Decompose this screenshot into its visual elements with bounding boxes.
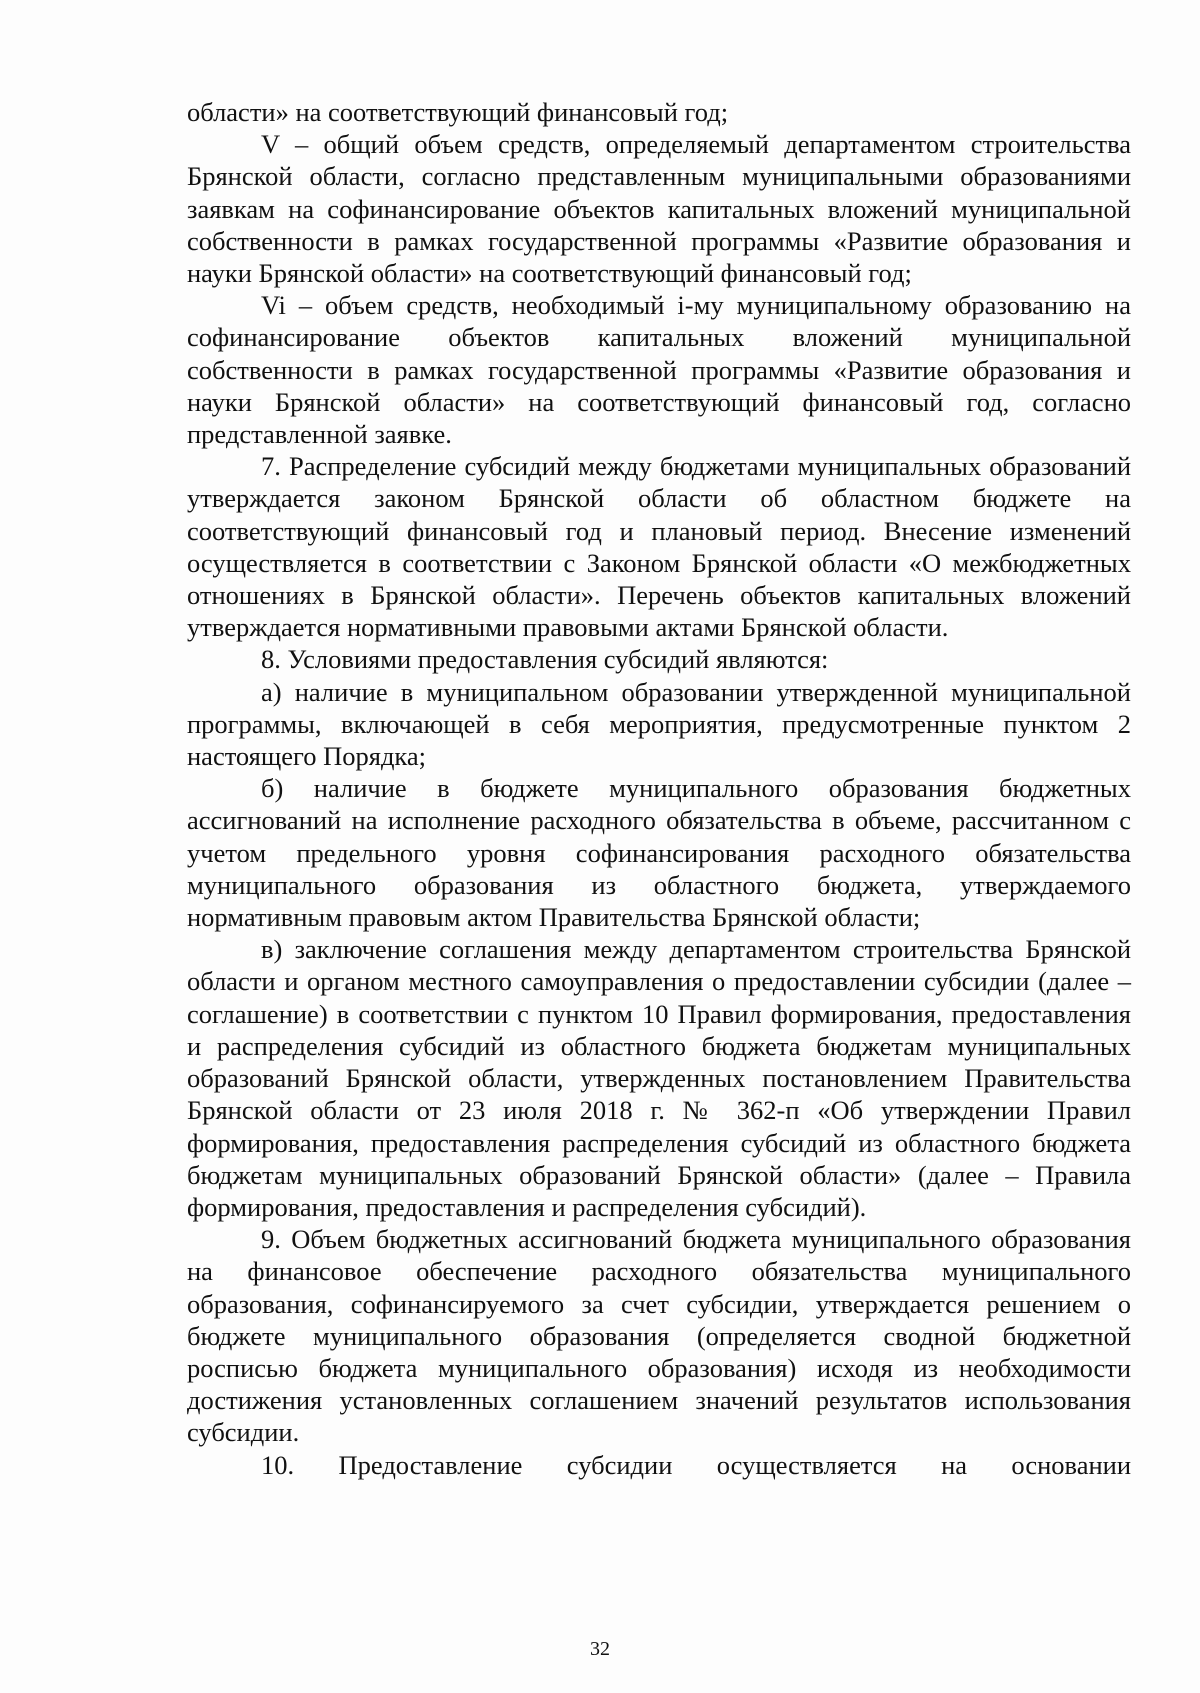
- paragraph-8v: в) заключение соглашения между департаментом строительства Брянской области и органом местного самоуправления о предоставлении субсидии (далее – соглашение) в соответствии с пунктом 10 Правил формирования, предоставления и распределения субсидий из областного бюджета бюджетам муниципальных образований Брянской области, утвержденных постановлением Правительства Брянской области от 23 июля 2018 г. № 362-п «Об утверждении Правил формирования, предоставления распределения субсидий из областного бюджета бюджетам муниципальных образований Брянской области» (далее – Правила формирования, предоставления и распределения субсидий).: [187, 934, 1131, 1222]
- paragraph-8a: а) наличие в муниципальном образовании утвержденной муниципальной программы, включающей в себя мероприятия, предусмотренные пунктом 2 настоящего Порядка;: [187, 676, 1131, 772]
- paragraph-continuation: области» на соответствующий финансовый год;: [187, 97, 729, 127]
- paragraph-8: 8. Условиями предоставления субсидий являются:: [261, 644, 829, 675]
- paragraph-7: 7. Распределение субсидий между бюджетами муниципальных образований утверждается законом Брянской области об областном бюджете на соответствующий финансовый год и плановый период. Внесение изменений осуществляется в соответствии с Законом Брянской области «О межбюджетных отношениях в Брянской области». Перечень объектов капитальных вложений утверждается нормативными правовыми актами Брянской области.: [187, 451, 1131, 643]
- paragraph-9: 9. Объем бюджетных ассигнований бюджета муниципального образования на финансовое обеспечение расходного обязательства муниципального образования, софинансируемого за счет субсидии, утверждается решением о бюджете муниципального образования (определяется сводной бюджетной росписью бюджета муниципального образования) исходя из необходимости достижения установленных соглашением значений результатов использования субсидии.: [187, 1224, 1131, 1448]
- paragraph-v-definition: V – общий объем средств, определяемый департаментом строительства Брянской области, согласно представленным муниципальными образованиями заявкам на софинансирование объектов капитальных вложений муниципальной собственности в рамках государственной программы «Развитие образования и науки Брянской области» на соответствующий финансовый год;: [187, 129, 1131, 289]
- paragraph-vi-definition: Vi – объем средств, необходимый i-му муниципальному образованию на софинансирование объектов капитальных вложений муниципальной собственности в рамках государственной программы «Развитие образования и науки Брянской области» на соответствующий финансовый год, согласно представленной заявке.: [187, 290, 1131, 450]
- page-number: 32: [590, 1638, 610, 1660]
- paragraph-10: 10. Предоставление субсидии осуществляется на основании: [261, 1449, 1131, 1480]
- document-body: [187, 96, 1131, 1481]
- paragraph-8b: б) наличие в бюджете муниципального образования бюджетных ассигнований на исполнение расходного обязательства в объеме, рассчитанном с учетом предельного уровня софинансирования расходного обязательства муниципального образования из областного бюджета, утверждаемого нормативным правовым актом Правительства Брянской области;: [187, 773, 1131, 933]
